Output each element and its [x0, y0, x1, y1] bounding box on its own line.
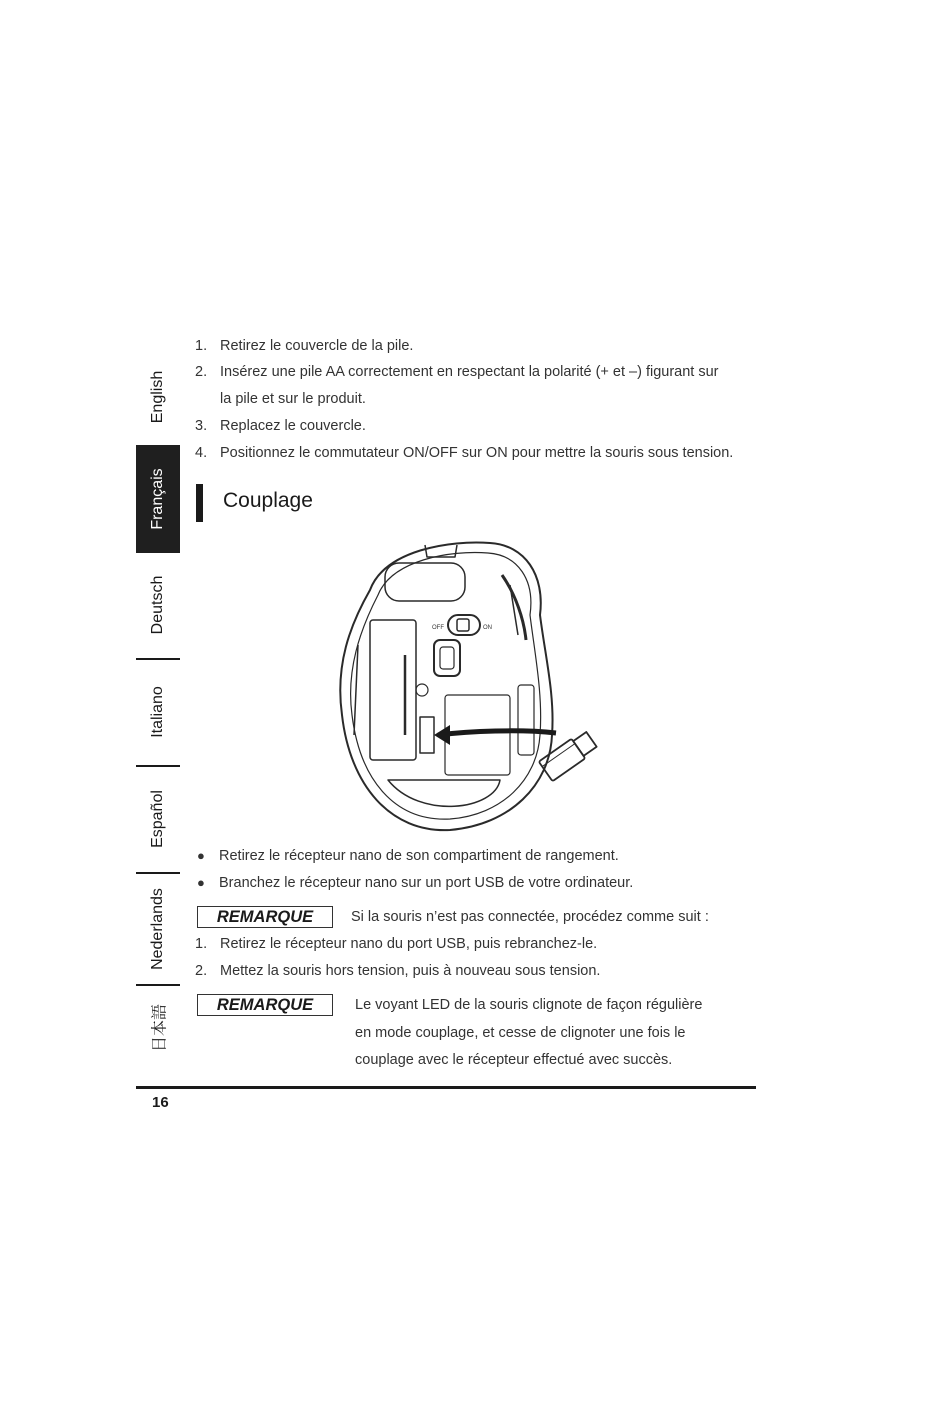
- step-text: Mettez la souris hors tension, puis à nouveau sous tension.: [220, 963, 601, 979]
- tab-italiano: [136, 662, 180, 762]
- step-text: Replacez le couvercle.: [220, 418, 366, 434]
- tab-espanol: [136, 770, 180, 868]
- step-text: Retirez le récepteur nano du port USB, puis rebranchez-le.: [220, 936, 598, 952]
- tab-label: Deutsch: [149, 575, 166, 635]
- tab-separator: [136, 872, 180, 874]
- bullet-item: [197, 873, 633, 893]
- side-button: [510, 585, 518, 635]
- page-number: 16: [152, 1094, 169, 1111]
- switch-off-label: OFF: [432, 625, 444, 631]
- section-title: Couplage: [223, 489, 313, 512]
- battery-step: [195, 416, 366, 436]
- tab-label: Español: [149, 790, 166, 848]
- switch-on-label: ON: [483, 625, 492, 631]
- step-number: 3.: [195, 418, 208, 434]
- bullet-dot: ●: [197, 848, 205, 863]
- top-pad: [385, 563, 465, 601]
- step-continuation: la pile et sur le produit.: [220, 391, 366, 407]
- step-text: Retirez le couvercle de la pile.: [220, 338, 414, 354]
- remark-line: Le voyant LED de la souris clignote de façon régulière: [355, 997, 703, 1013]
- remark-label: REMARQUE: [197, 906, 333, 928]
- nano-receiver: [539, 730, 599, 782]
- battery-step: [195, 336, 413, 356]
- tab-nederlands: [136, 876, 180, 982]
- battery-step: [195, 443, 733, 463]
- heading-bar: [196, 484, 203, 522]
- battery-step: [195, 362, 719, 382]
- bullet-text: Branchez le récepteur nano sur un port USB de votre ordinateur.: [219, 875, 634, 891]
- remark-line: en mode couplage, et cesse de clignoter une fois le: [355, 1025, 686, 1041]
- optical-sensor: [434, 640, 460, 676]
- step-number: 4.: [195, 445, 208, 461]
- tab-label: Français: [149, 468, 166, 530]
- step-text: Positionnez le commutateur ON/OFF sur ON pour mettre la souris sous tension.: [220, 445, 734, 461]
- tab-separator: [136, 765, 180, 767]
- tab-francais: [136, 445, 180, 553]
- mouse-pairing-illustration: [330, 535, 620, 835]
- remark-line: couplage avec le récepteur effectué avec succès.: [355, 1052, 673, 1068]
- bullet-dot: ●: [197, 875, 205, 890]
- on-off-switch: [448, 615, 480, 635]
- mouse-outline: [340, 543, 552, 831]
- pairing-step: [195, 934, 597, 954]
- tab-label: English: [149, 370, 166, 423]
- step-number: 1.: [195, 338, 208, 354]
- insert-arrow: [438, 731, 556, 735]
- storage-slot: [420, 717, 434, 753]
- bottom-pad: [388, 780, 500, 806]
- optical-sensor-inner: [440, 647, 454, 669]
- remark-label: REMARQUE: [197, 994, 333, 1016]
- step-number: 2.: [195, 963, 208, 979]
- step-number: 1.: [195, 936, 208, 952]
- tab-japanese: [136, 988, 180, 1068]
- tab-separator: [136, 658, 180, 660]
- footer-rule: [136, 1086, 756, 1089]
- right-foot: [518, 685, 534, 755]
- insert-arrow-head: [434, 725, 450, 745]
- step-text: Insérez une pile AA correctement en respectant la polarité (+ et –) figurant sur: [220, 364, 719, 380]
- tab-label: Italiano: [149, 686, 166, 738]
- tab-label: 日本語: [151, 1003, 169, 1053]
- remark-text: Si la souris n’est pas connectée, procédez comme suit :: [351, 909, 709, 925]
- pairing-step: [195, 961, 600, 981]
- tab-separator: [136, 984, 180, 986]
- step-number: 2.: [195, 364, 208, 380]
- tab-deutsch: [136, 555, 180, 655]
- bullet-text: Retirez le récepteur nano de son compartiment de rangement.: [219, 848, 619, 864]
- switch-knob: [457, 619, 469, 631]
- screw-hole: [416, 684, 428, 696]
- tab-english: [136, 350, 180, 443]
- tab-label: Nederlands: [149, 888, 166, 970]
- battery-compartment: [370, 620, 416, 760]
- bullet-item: [197, 846, 619, 866]
